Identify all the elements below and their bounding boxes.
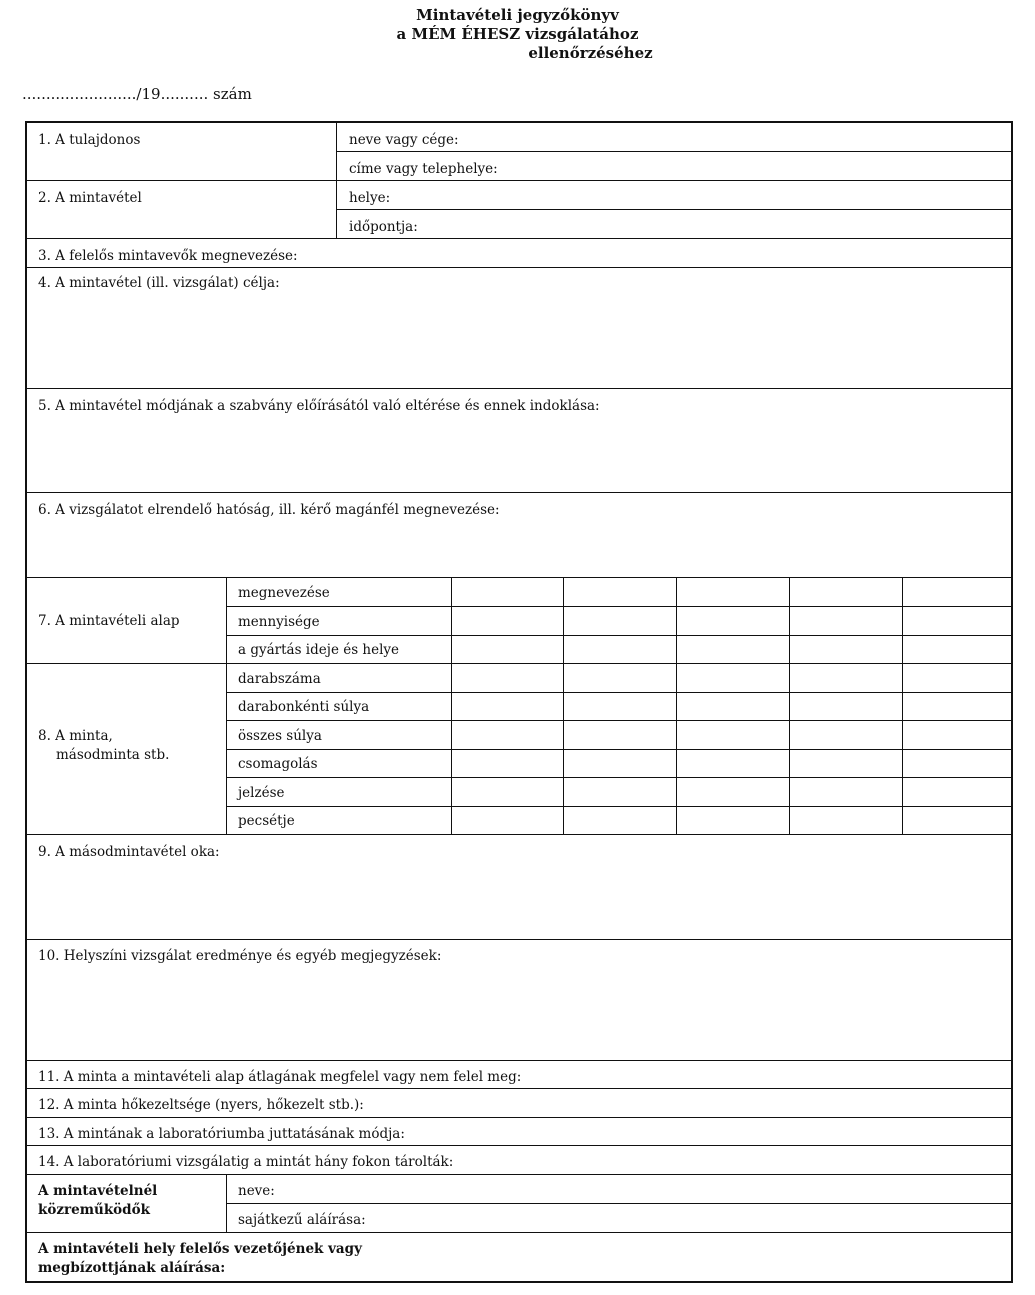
divider (226, 777, 1013, 778)
title-line-1: Mintavételi jegyzőkönyv (416, 6, 619, 24)
participant-name-field: neve: (238, 1183, 275, 1199)
ordering-authority-field: 6. A vizsgálatot elrendelő hatóság, ill. kérő magánfél megnevezése: (38, 502, 500, 518)
divider (226, 749, 1013, 750)
divider (336, 209, 1013, 210)
sample-row-label: összes súlya (238, 728, 322, 744)
divider (27, 238, 1013, 239)
second-sample-reason-field: 9. A másodmintavétel oka: (38, 844, 220, 860)
owner-name-field: neve vagy cége: (349, 132, 459, 148)
sample-label-line-1: 8. A minta, (38, 728, 113, 744)
divider (226, 692, 1013, 693)
document-title (0, 6, 1035, 63)
divider (27, 492, 1013, 493)
onsite-results-field: 10. Helyszíni vizsgálat eredménye és egyéb megjegyzések: (38, 948, 442, 964)
divider (451, 577, 452, 834)
divider (27, 1145, 1013, 1146)
owner-label: 1. A tulajdonos (38, 132, 141, 148)
divider (676, 577, 677, 834)
sample-row-label: jelzése (238, 785, 285, 801)
sampling-time-field: időpontja: (349, 219, 418, 235)
divider (27, 267, 1013, 268)
standard-deviation-field: 5. A mintavétel módjának a szabvány előírásától való eltérése és ennek indoklása: (38, 398, 600, 414)
base-row-label: megnevezése (238, 585, 330, 601)
divider (226, 1174, 227, 1232)
divider (27, 939, 1013, 940)
sampling-label: 2. A mintavétel (38, 190, 142, 206)
divider (336, 151, 1013, 152)
divider (27, 1060, 1013, 1061)
participants-label-line-1: A mintavételnél (38, 1183, 158, 1199)
sample-row-label: csomagolás (238, 756, 318, 772)
owner-address-field: címe vagy telephelye: (349, 161, 498, 177)
divider (226, 720, 1013, 721)
responsible-signature-line-2: megbízottjának aláírása: (38, 1260, 226, 1276)
divider (226, 1203, 1013, 1204)
base-row-label: mennyisége (238, 614, 320, 630)
divider (27, 1088, 1013, 1089)
base-row-label: a gyártás ideje és helye (238, 642, 400, 658)
sample-conformity-field: 11. A minta a mintavételi alap átlagának megfelel vagy nem felel meg: (38, 1069, 522, 1085)
divider (336, 123, 337, 238)
protocol-number-line: ......................../19.......... szám (22, 85, 252, 103)
lab-delivery-field: 13. A mintának a laboratóriumba juttatásának módja: (38, 1126, 405, 1142)
divider (902, 577, 903, 834)
sample-label-line-2: másodminta stb. (56, 747, 170, 763)
protocol-form (25, 121, 1013, 1283)
responsible-samplers-field: 3. A felelős mintavevők megnevezése: (38, 248, 298, 264)
sample-row-label: pecsétje (238, 813, 295, 829)
divider (226, 606, 1013, 607)
sample-row-label: darabszáma (238, 671, 321, 687)
sampling-place-field: helye: (349, 190, 391, 206)
divider (27, 663, 1013, 664)
sample-row-label: darabonkénti súlya (238, 699, 370, 715)
divider (789, 577, 790, 834)
sampling-purpose-field: 4. A mintavétel (ill. vizsgálat) célja: (38, 275, 280, 291)
divider (226, 806, 1013, 807)
responsible-signature-line-1: A mintavételi hely felelős vezetőjének vagy (38, 1241, 362, 1257)
divider (27, 180, 1013, 181)
divider (563, 577, 564, 834)
participants-label-line-2: közreműködők (38, 1202, 150, 1218)
divider (27, 834, 1013, 835)
divider (27, 1174, 1013, 1175)
divider (27, 1117, 1013, 1118)
title-line-2: a MÉM ÉHESZ vizsgálatához (396, 25, 639, 43)
divider (27, 388, 1013, 389)
divider (27, 1232, 1013, 1233)
title-line-3: ellenőrzéséhez (528, 44, 653, 62)
participant-signature-field: sajátkezű aláírása: (238, 1212, 366, 1228)
heat-treatment-field: 12. A minta hőkezeltsége (nyers, hőkezelt stb.): (38, 1097, 364, 1113)
divider (226, 635, 1013, 636)
storage-temperature-field: 14. A laboratóriumi vizsgálatig a mintát hány fokon tárolták: (38, 1154, 454, 1170)
divider (226, 577, 227, 834)
divider (27, 577, 1013, 578)
sampling-base-label: 7. A mintavételi alap (38, 613, 180, 629)
